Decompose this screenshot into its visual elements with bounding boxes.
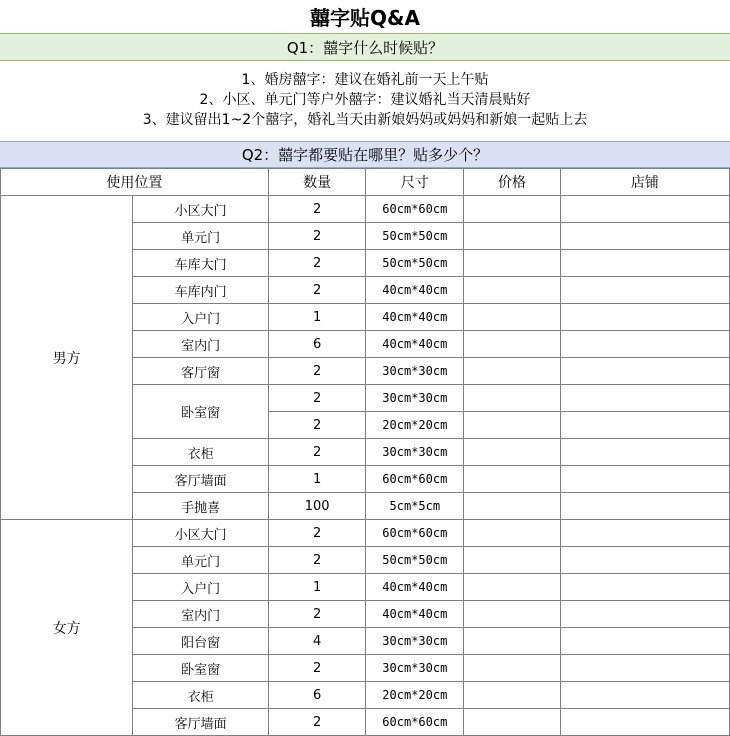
- price-cell: [464, 493, 561, 520]
- placement-table: [0, 168, 730, 736]
- shop-cell: [560, 277, 729, 304]
- q2-question: Q2：囍字都要贴在哪里？贴多少个？: [241, 146, 489, 164]
- shop-cell: [560, 655, 729, 682]
- price-cell: [464, 385, 561, 412]
- qty-cell: 1: [268, 574, 366, 601]
- place-cell: 客厅窗: [133, 358, 268, 385]
- size-cell: 60cm*60cm: [366, 466, 464, 493]
- qty-cell: 100: [268, 493, 366, 520]
- place-cell: 车库大门: [133, 250, 268, 277]
- place-cell: 阳台窗: [133, 628, 268, 655]
- place-cell: 客厅墙面: [133, 709, 268, 736]
- price-cell: [464, 466, 561, 493]
- size-cell: 60cm*60cm: [366, 520, 464, 547]
- table-row: [1, 520, 730, 547]
- qty-cell: 6: [268, 331, 366, 358]
- header-size: 尺寸: [366, 169, 464, 196]
- qty-cell: 2: [268, 412, 366, 439]
- qty-cell: 6: [268, 682, 366, 709]
- shop-cell: [560, 439, 729, 466]
- size-cell: 5cm*5cm: [366, 493, 464, 520]
- size-cell: 60cm*60cm: [366, 196, 464, 223]
- size-cell: 40cm*40cm: [366, 331, 464, 358]
- size-cell: 40cm*40cm: [366, 277, 464, 304]
- q1-answer-3: 3、建议留出1~2个囍字，婚礼当天由新娘妈妈或妈妈和新娘一起贴上去: [142, 112, 588, 128]
- place-cell: 室内门: [133, 601, 268, 628]
- qty-cell: 2: [268, 277, 366, 304]
- price-cell: [464, 412, 561, 439]
- place-cell: 衣柜: [133, 439, 268, 466]
- q1-answer-1: 1、婚房囍字：建议在婚礼前一天上午贴: [241, 72, 489, 88]
- shop-cell: [560, 466, 729, 493]
- price-cell: [464, 655, 561, 682]
- qty-cell: 2: [268, 250, 366, 277]
- place-cell: 室内门: [133, 331, 268, 358]
- size-cell: 50cm*50cm: [366, 223, 464, 250]
- size-cell: 50cm*50cm: [366, 547, 464, 574]
- qty-cell: 1: [268, 466, 366, 493]
- qty-cell: 2: [268, 196, 366, 223]
- price-cell: [464, 304, 561, 331]
- price-cell: [464, 628, 561, 655]
- price-cell: [464, 331, 561, 358]
- price-cell: [464, 250, 561, 277]
- qty-cell: 2: [268, 520, 366, 547]
- size-cell: 30cm*30cm: [366, 439, 464, 466]
- size-cell: 30cm*30cm: [366, 628, 464, 655]
- size-cell: 60cm*60cm: [366, 709, 464, 736]
- price-cell: [464, 682, 561, 709]
- shop-cell: [560, 493, 729, 520]
- qty-cell: 2: [268, 439, 366, 466]
- price-cell: [464, 196, 561, 223]
- header-quantity: 数量: [268, 169, 366, 196]
- shop-cell: [560, 412, 729, 439]
- shop-cell: [560, 385, 729, 412]
- shop-cell: [560, 574, 729, 601]
- qty-cell: 1: [268, 304, 366, 331]
- header-price: 价格: [464, 169, 561, 196]
- place-cell: 衣柜: [133, 682, 268, 709]
- price-cell: [464, 547, 561, 574]
- qty-cell: 2: [268, 385, 366, 412]
- qty-cell: 2: [268, 547, 366, 574]
- size-cell: 30cm*30cm: [366, 358, 464, 385]
- place-cell: 车库内门: [133, 277, 268, 304]
- header-shop: 店铺: [560, 169, 729, 196]
- header-location: 使用位置: [1, 169, 269, 196]
- q2-question-band: [0, 141, 730, 168]
- qty-cell: 2: [268, 358, 366, 385]
- size-cell: 30cm*30cm: [366, 655, 464, 682]
- size-cell: 50cm*50cm: [366, 250, 464, 277]
- size-cell: 20cm*20cm: [366, 412, 464, 439]
- q1-answer-2: 2、小区、单元门等户外囍字：建议婚礼当天清晨贴好: [199, 92, 531, 108]
- shop-cell: [560, 547, 729, 574]
- place-cell: 客厅墙面: [133, 466, 268, 493]
- price-cell: [464, 358, 561, 385]
- shop-cell: [560, 196, 729, 223]
- price-cell: [464, 574, 561, 601]
- price-cell: [464, 223, 561, 250]
- group-label-groom: 男方: [1, 196, 133, 520]
- table-header-row: [1, 169, 730, 196]
- price-cell: [464, 520, 561, 547]
- shop-cell: [560, 628, 729, 655]
- shop-cell: [560, 601, 729, 628]
- page-title: 囍字贴Q&A: [310, 6, 420, 30]
- size-cell: 40cm*40cm: [366, 601, 464, 628]
- shop-cell: [560, 358, 729, 385]
- qty-cell: 2: [268, 709, 366, 736]
- size-cell: 40cm*40cm: [366, 574, 464, 601]
- shop-cell: [560, 223, 729, 250]
- place-cell: 手抛喜: [133, 493, 268, 520]
- shop-cell: [560, 682, 729, 709]
- price-cell: [464, 709, 561, 736]
- qty-cell: 2: [268, 601, 366, 628]
- size-cell: 30cm*30cm: [366, 385, 464, 412]
- shop-cell: [560, 709, 729, 736]
- qty-cell: 2: [268, 223, 366, 250]
- shop-cell: [560, 520, 729, 547]
- q1-question-band: [0, 33, 730, 61]
- group-label-bride: 女方: [1, 520, 133, 736]
- place-cell: 入户门: [133, 574, 268, 601]
- shop-cell: [560, 331, 729, 358]
- place-cell: 单元门: [133, 547, 268, 574]
- table-row: [1, 196, 730, 223]
- price-cell: [464, 439, 561, 466]
- qty-cell: 2: [268, 655, 366, 682]
- place-cell: 卧室窗: [133, 655, 268, 682]
- shop-cell: [560, 304, 729, 331]
- size-cell: 20cm*20cm: [366, 682, 464, 709]
- place-cell: 卧室窗: [133, 385, 268, 439]
- price-cell: [464, 277, 561, 304]
- price-cell: [464, 601, 561, 628]
- q1-question: Q1：囍字什么时候贴？: [286, 38, 444, 57]
- place-cell: 小区大门: [133, 196, 268, 223]
- place-cell: 小区大门: [133, 520, 268, 547]
- place-cell: 入户门: [133, 304, 268, 331]
- qty-cell: 4: [268, 628, 366, 655]
- place-cell: 单元门: [133, 223, 268, 250]
- shop-cell: [560, 250, 729, 277]
- size-cell: 40cm*40cm: [366, 304, 464, 331]
- q1-answers: [0, 70, 730, 130]
